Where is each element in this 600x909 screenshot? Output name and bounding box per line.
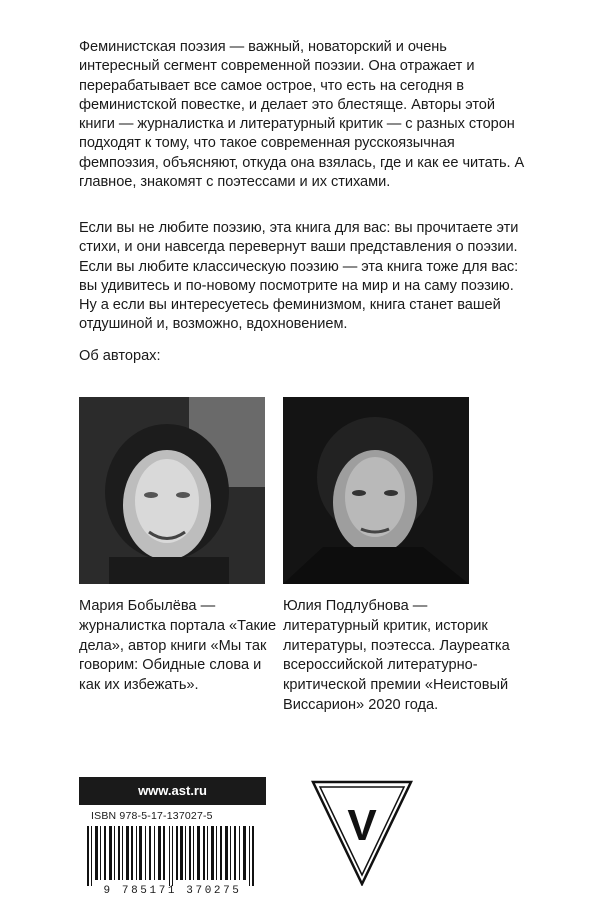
authors-heading: Об авторах: (79, 348, 161, 364)
intro-paragraph-1: Феминистская поэзия — важный, новаторский и очень интересный сегмент современной поэзии. Она отражает и перерабатывает все самое острое, что есть на сегодня в феминистской повестке, и делает это блестяще. Авторы этой книги — журналистка и литературный критик — с разных сторон подходят к тому, что такое современная русскоязычная фемпоэзия, объясняют, откуда она взялась, где и как ее читать. А главное, знакомят с поэтессами и их стихами. (79, 39, 525, 191)
author-photo-1 (79, 397, 265, 584)
logo-icon (311, 780, 413, 886)
barcode-digits: 9 785171 370275 (103, 885, 242, 897)
author-bio-1: Мария Бобылёва — журналистка портала «Такие дела», автор книги «Мы так говорим: Обидные слова и как их избежать». (79, 598, 277, 694)
publisher-website: www.ast.ru (79, 777, 266, 805)
publisher-logo (311, 780, 413, 886)
author-bio-2: Юлия Подлубнова — литературный критик, историк литературы, поэтесса. Лауреатка всероссийской литературно-критической премии «Неистовый Виссарион» 2020 года. (283, 598, 510, 713)
barcode-bars (79, 826, 266, 886)
barcode (79, 826, 266, 898)
isbn-number: ISBN 978-5-17-137027-5 (91, 810, 213, 822)
logo-letter: V (347, 801, 377, 850)
intro-paragraph-2: Если вы не любите поэзию, эта книга для вас: вы прочитаете эти стихи, и они навсегда перевернут ваши представления о поэзии. Если вы любите классическую поэзию — эта книга тоже для вас: вы удивитесь и по-новому посмотрите на мир и на саму поэзию. Ну а если вы интересуетесь феминизмом, книга станет вашей отдушиной и, возможно, вдохновением. (79, 220, 519, 333)
author-photo-2 (283, 397, 469, 584)
